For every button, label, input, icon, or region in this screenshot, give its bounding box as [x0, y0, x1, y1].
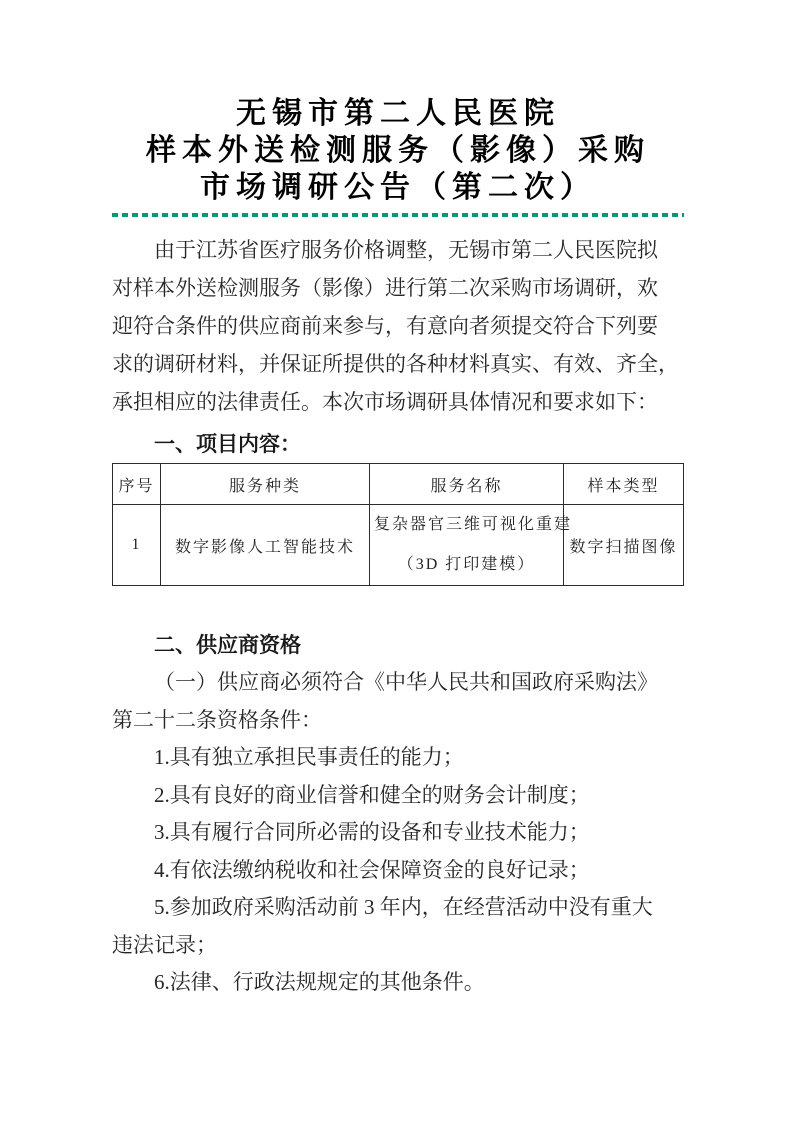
- cell-service-name-line-1: 复杂器官三维可视化重建: [373, 516, 572, 533]
- qualification-intro-line: （一）供应商必须符合《中华人民共和国政府采购法》: [154, 670, 658, 694]
- title-line-1: 无锡市第二人民医院: [236, 97, 560, 130]
- cell-service-name: [369, 505, 572, 586]
- cell-no: 1: [113, 505, 161, 586]
- qualification-item-1: 1.具有独立承担民事责任的能力；: [154, 745, 464, 769]
- table-header-sample-type: 样本类型: [564, 464, 684, 505]
- cell-sample-type: 数字扫描图像: [564, 505, 684, 586]
- table-header-row: [113, 464, 684, 505]
- intro-line: 承担相应的法律责任。本次市场调研具体情况和要求如下：: [112, 390, 658, 414]
- document-title: [112, 95, 684, 206]
- qualification-item-3: 3.具有履行合同所必需的设备和专业技术能力；: [154, 820, 590, 844]
- section1-heading: 一、项目内容：: [154, 433, 301, 456]
- qualification-item-4: 4.有依法缴纳税收和社会保障资金的良好记录；: [154, 857, 590, 882]
- table-row: [113, 505, 684, 586]
- intro-line: 对样本外送检测服务（影像）进行第二次采购市场调研，欢: [112, 276, 658, 300]
- intro-line: 求的调研材料，并保证所提供的各种材料真实、有效、齐全，: [112, 352, 679, 376]
- title-line-3: 市场调研公告（第二次）: [200, 171, 596, 204]
- dashed-divider: [112, 213, 684, 217]
- qualification-item-2: 2.具有良好的商业信誉和健全的财务会计制度；: [154, 782, 590, 807]
- cell-service-name-line-2: （3D 打印建模）: [397, 556, 536, 573]
- table-header-service-type: 服务种类: [160, 464, 369, 505]
- qualification-item-5: 5.参加政府采购活动前 3 年内，在经营活动中没有重大: [154, 895, 653, 919]
- intro-paragraph: [112, 231, 684, 421]
- table-header-service-name: 服务名称: [369, 464, 563, 505]
- qualification-intro-line: 第二十二条资格条件：: [112, 707, 322, 732]
- qualification-item-6: 6.法律、行政法规规定的其他条件。: [154, 970, 485, 994]
- section2-heading: 二、供应商资格: [154, 634, 301, 657]
- section2-body: [112, 664, 684, 1002]
- intro-line: 由于江苏省医疗服务价格调整，无锡市第二人民医院拟: [154, 238, 658, 262]
- intro-line: 迎符合条件的供应商前来参与，有意向者须提交符合下列要: [112, 314, 658, 338]
- title-line-2: 样本外送检测服务（影像）采购: [146, 134, 650, 167]
- cell-service-type: 数字影像人工智能技术: [160, 505, 369, 586]
- table-header-no: 序号: [113, 464, 161, 505]
- qualification-item-5-continued: 违法记录；: [112, 932, 217, 957]
- project-content-table: [112, 463, 684, 586]
